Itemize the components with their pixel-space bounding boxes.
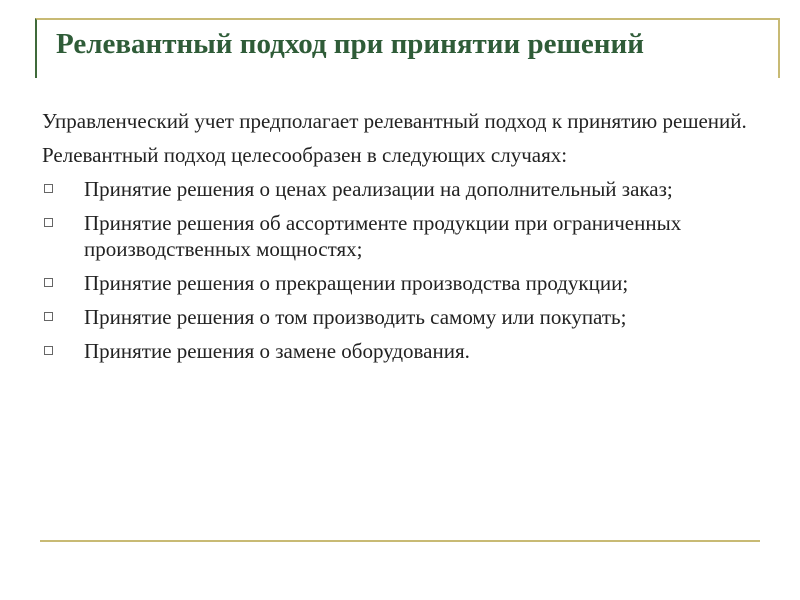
list-item bbox=[42, 210, 762, 262]
list-item bbox=[42, 270, 762, 296]
bullet-text: Принятие решения о прекращении производства продукции; bbox=[84, 271, 629, 295]
slide-title: Релевантный подход при принятии решений bbox=[56, 28, 644, 60]
slide-content bbox=[42, 108, 762, 372]
bullet-text: Принятие решения о том производить самому или покупать; bbox=[84, 305, 627, 329]
list-item bbox=[42, 338, 762, 364]
intro-text: Управленческий учет предполагает релевантный подход к принятию решений. bbox=[42, 109, 747, 133]
list-item bbox=[42, 304, 762, 330]
square-bullet-icon bbox=[44, 278, 53, 287]
bullet-text: Принятие решения об ассортименте продукции при ограниченных производственных мощностях; bbox=[84, 211, 682, 261]
list-item bbox=[42, 176, 762, 202]
square-bullet-icon bbox=[44, 218, 53, 227]
bullet-list bbox=[42, 176, 762, 364]
square-bullet-icon bbox=[44, 184, 53, 193]
bullet-text: Принятие решения о ценах реализации на дополнительный заказ; bbox=[84, 177, 673, 201]
lead-text: Релевантный подход целесообразен в следующих случаях: bbox=[42, 143, 568, 167]
bullet-text: Принятие решения о замене оборудования. bbox=[84, 339, 470, 363]
square-bullet-icon bbox=[44, 312, 53, 321]
bottom-divider bbox=[40, 540, 760, 542]
square-bullet-icon bbox=[44, 346, 53, 355]
